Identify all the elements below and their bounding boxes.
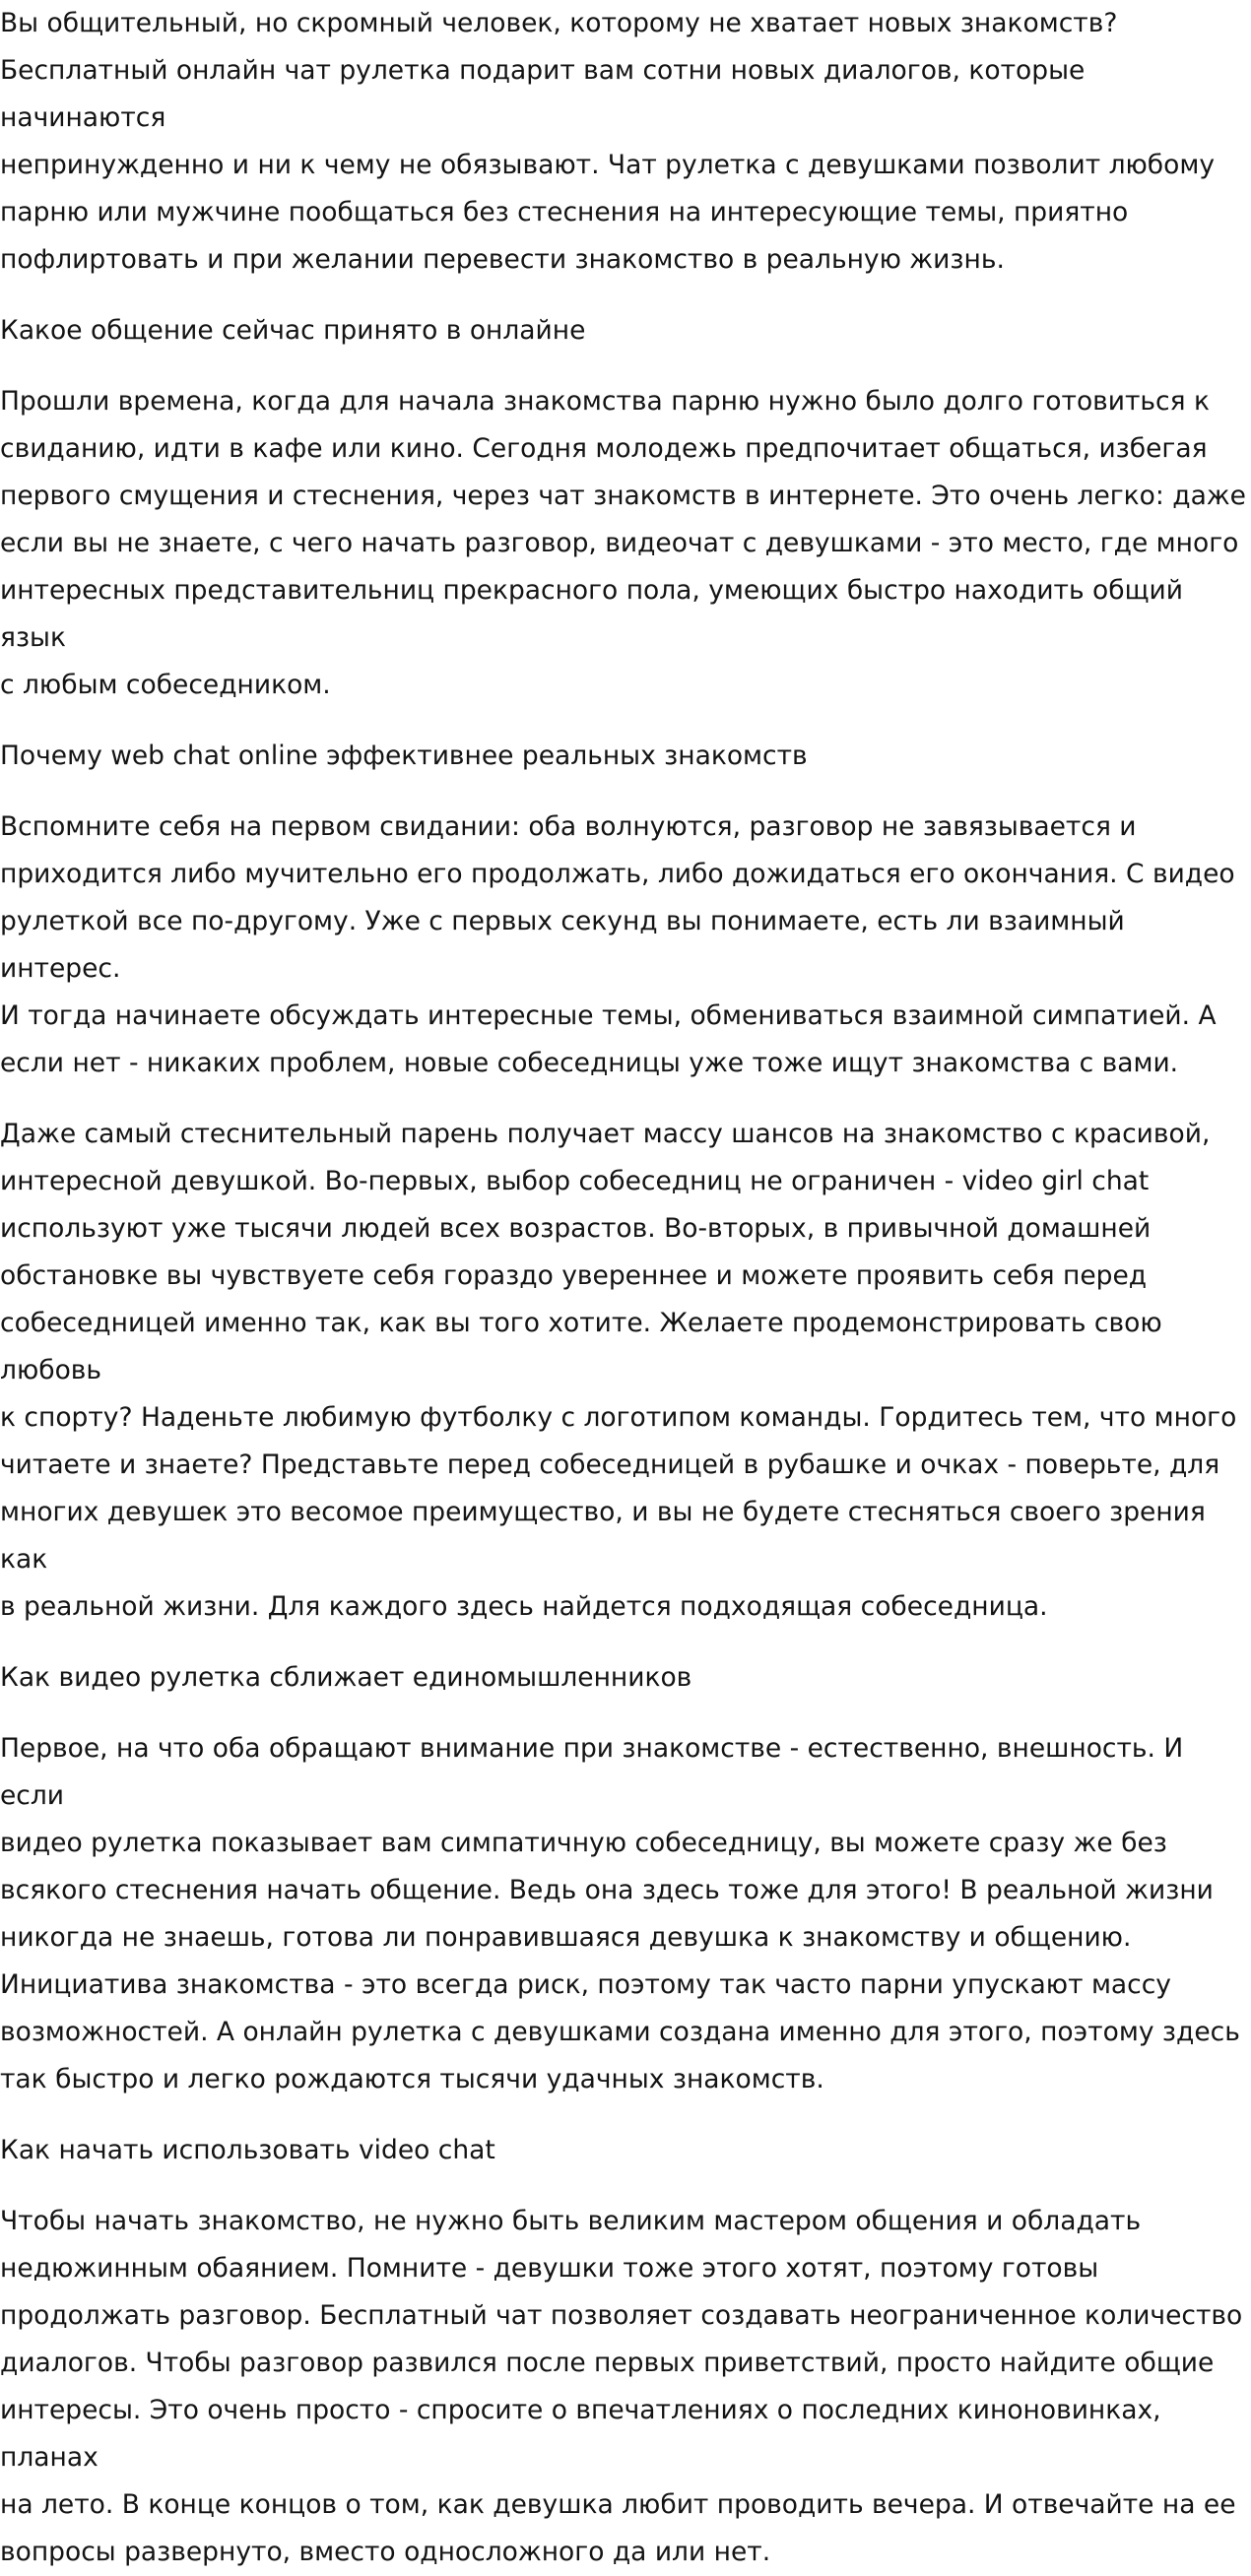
heading-how-to-start: Как начать использовать video chat — [0, 2135, 495, 2165]
paragraph-first-date: Вспомните себя на первом свидании: оба волнуются, разговор не завязывается и приходится либо мучительно его продолжать, либо дожидаться его окончания. С видео рулеткой все по-другому. Уже с первых секунд вы понимаете, есть ли взаимный интерес. И тогда начинаете обсуждать интересные темы, обмениваться взаимной симпатией. А если нет - никаких проблем, новые собеседницы уже тоже ищут знакомства с вами. — [0, 811, 1235, 1078]
paragraph-shy-guy: Даже самый стеснительный парень получает массу шансов на знакомство с красивой, интересной девушкой. Во-первых, выбор собеседниц не ограничен - video girl chat используют уже тысячи людей всех возрастов. Во-вторых, в привычной домашней обстановке вы чувствуете себя гораздо увереннее и можете проявить себя перед собеседницей именно так, как вы того хотите. Желаете продемонстрировать свою любовь к спорту? Наденьте любимую футболку с логотипом команды. Гордитесь тем, что много читаете и знаете? Представьте перед собеседницей в рубашке и очках - поверьте, для многих девушек это весомое преимущество, и вы не будете стесняться своего зрения как в реальной жизни. Для каждого здесь найдется подходящая собеседница. — [0, 1119, 1237, 1622]
paragraph-intro: Вы общительный, но скромный человек, которому не хватает новых знакомств? Бесплатный онлайн чат рулетка подарит вам сотни новых диалогов, которые начинаются непринужденно и ни к чему не обязывают. Чат рулетка с девушками позволит любому парню или мужчине пообщаться без стеснения на интересующие темы, приятно пофлиртовать и при желании перевести знакомство в реальную жизнь. — [0, 8, 1216, 275]
paragraph-appearance: Первое, на что оба обращают внимание при знакомстве - естественно, внешность. И если видео рулетка показывает вам симпатичную собеседницу, вы можете сразу же без всякого стеснения начать общение. Ведь она здесь тоже для этого! В реальной жизни никогда не знаешь, готова ли понравившаяся девушка к знакомству и общению. Инициатива знакомства - это всегда риск, поэтому так часто парни упускают массу возможностей. А онлайн рулетка с девушками создана именно для этого, поэтому здесь так быстро и легко рождаются тысячи удачных знакомств. — [0, 1733, 1240, 2094]
paragraph-start-acquaintance: Чтобы начать знакомство, не нужно быть великим мастером общения и обладать недюжинным обаянием. Помните - девушки тоже этого хотят, поэтому готовы продолжать разговор. Бесплатный чат позволяет создавать неограниченное количество диалогов. Чтобы разговор развился после первых приветствий, просто найдите общие интересы. Это очень просто - спросите о впечатлениях о последних киноновинках, планах на лето. В конце концов о том, как девушка любит проводить вечера. И отвечайте на ее вопросы развернуто, вместо односложного да или нет. — [0, 2206, 1243, 2567]
heading-online-communication: Какое общение сейчас принято в онлайне — [0, 315, 586, 346]
paragraph-times-past: Прошли времена, когда для начала знакомства парню нужно было долго готовиться к свиданию, идти в кафе или кино. Сегодня молодежь предпочитает общаться, избегая первого смущения и стеснения, через чат знакомств в интернете. Это очень легко: даже если вы не знаете, с чего начать разговор, видеочат с девушками - это место, где много интересных представительниц прекрасного пола, умеющих быстро находить общий язык с любым собеседником. — [0, 386, 1246, 700]
heading-roulette-brings-together: Как видео рулетка сближает единомышленников — [0, 1662, 692, 1693]
heading-web-chat-effective: Почему web chat online эффективнее реальных знакомств — [0, 741, 808, 771]
